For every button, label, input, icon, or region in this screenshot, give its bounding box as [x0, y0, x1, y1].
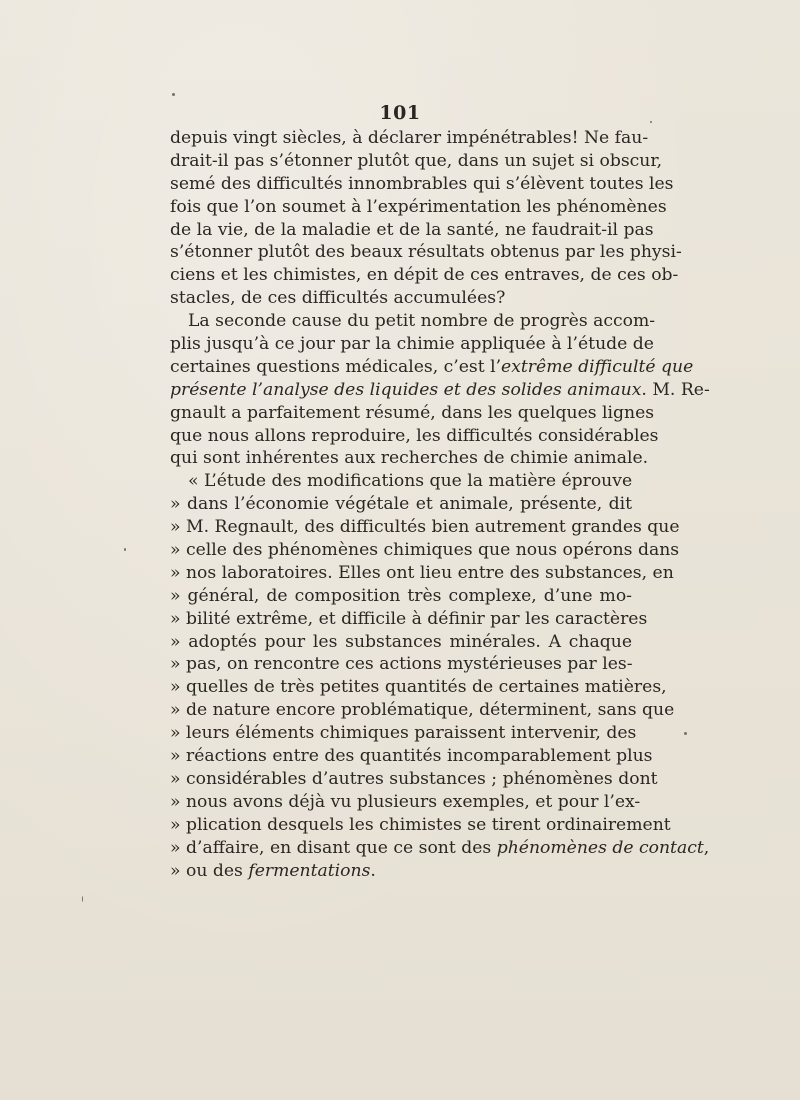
- text-line: [170, 219, 654, 242]
- text-segment: plis jusqu’à ce jour par la chimie appliquée à l’étude de: [170, 334, 654, 355]
- text-segment: drait-il pas s’étonner plutôt que, dans un sujet si obscur,: [170, 150, 663, 171]
- text-line: [170, 653, 632, 676]
- paper-speck: [684, 732, 687, 735]
- text-line: [170, 791, 641, 814]
- text-line: [170, 425, 659, 448]
- text-line: [170, 585, 632, 608]
- paper-speck: [82, 896, 83, 902]
- text-segment: certaines questions médicales, c’est l’: [170, 356, 502, 377]
- text-segment: » dans l’économie végétale et animale, présente, dit: [170, 494, 632, 515]
- text-segment: que nous allons reproduire, les difficultés considérables: [170, 425, 659, 446]
- italic-text: présente l’analyse des liquides et des solides animaux: [170, 379, 642, 400]
- text-segment: » réactions entre des quantités incomparablement plus: [170, 746, 653, 767]
- italic-text: extrême difficulté que: [501, 356, 694, 377]
- text-line: [170, 264, 679, 287]
- text-line: [170, 241, 682, 264]
- text-segment: » adoptés pour les substances minérales. A chaque: [170, 631, 632, 652]
- paper-speck: [650, 121, 652, 123]
- italic-text: phénomènes de contact: [496, 837, 704, 858]
- italic-text: fermentations: [248, 860, 371, 881]
- text-segment: semé des difficultés innombrables qui s’élèvent toutes les: [170, 173, 674, 194]
- text-line: [170, 310, 656, 333]
- text-segment: « L’étude des modifications que la matière éprouve: [188, 471, 633, 492]
- text-segment: » quelles de très petites quantités de certaines matières,: [170, 677, 667, 698]
- text-segment: » leurs éléments chimiques paraissent intervenir, des: [170, 723, 637, 744]
- text-line: [170, 676, 667, 699]
- text-segment: » général, de composition très complexe, d’une mo-: [170, 585, 632, 606]
- text-line: [170, 722, 637, 745]
- paper-speck: [124, 548, 126, 551]
- text-segment: La seconde cause du petit nombre de progrès accom-: [188, 311, 656, 332]
- text-line: [170, 287, 632, 310]
- text-line: [170, 745, 653, 768]
- text-line: [170, 539, 680, 562]
- text-segment: qui sont inhérentes aux recherches de chimie animale.: [170, 448, 649, 469]
- text-segment: s’étonner plutôt des beaux résultats obtenus par les physi-: [170, 242, 682, 263]
- text-line: [170, 837, 710, 860]
- text-line: [170, 516, 680, 539]
- text-segment: » M. Regnault, des difficultés bien autrement grandes que: [170, 517, 680, 538]
- text-segment: .: [370, 860, 376, 881]
- page-number: 101: [379, 102, 421, 124]
- text-segment: » pas, on rencontre ces actions mystérieuses par les-: [170, 654, 633, 675]
- text-segment: depuis vingt siècles, à déclarer impénétrables! Ne fau-: [170, 128, 649, 148]
- text-line: [170, 333, 654, 356]
- text-line: [170, 631, 632, 654]
- paper-speck: [172, 93, 175, 96]
- text-segment: » nos laboratoires. Elles ont lieu entre des substances, en: [170, 562, 674, 583]
- text-segment: » bilité extrême, et difficile à définir par les caractères: [170, 608, 648, 629]
- body-text: [170, 127, 710, 882]
- text-line: [170, 379, 710, 402]
- text-line: [170, 860, 632, 883]
- text-line: [170, 150, 663, 173]
- text-line: [170, 699, 675, 722]
- text-segment: » nous avons déjà vu plusieurs exemples, et pour l’ex-: [170, 791, 641, 812]
- text-segment: » ou des: [170, 860, 249, 881]
- text-line: [170, 402, 655, 425]
- text-segment: » plication desquels les chimistes se tirent ordinairement: [170, 814, 671, 835]
- text-line: [170, 814, 671, 837]
- text-line: [170, 562, 674, 585]
- text-segment: gnault a parfaitement résumé, dans les quelques lignes: [170, 402, 655, 423]
- text-segment: stacles, de ces difficultés accumulées?: [170, 288, 506, 309]
- text-segment: ,: [703, 837, 710, 858]
- text-line: [170, 608, 648, 631]
- text-line: [170, 768, 658, 791]
- text-line: [170, 470, 632, 493]
- text-segment: » de nature encore problématique, déterminent, sans que: [170, 700, 675, 721]
- text-line: [170, 493, 632, 516]
- text-line: [170, 173, 674, 196]
- text-line: [170, 447, 649, 470]
- text-line: [170, 196, 667, 219]
- text-segment: » considérables d’autres substances ; phénomènes dont: [170, 768, 658, 789]
- text-line: [170, 356, 694, 379]
- text-segment: » celle des phénomènes chimiques que nous opérons dans: [170, 540, 680, 561]
- text-segment: ciens et les chimistes, en dépit de ces entraves, de ces ob-: [170, 265, 679, 286]
- text-segment: » d’affaire, en disant que ce sont des: [170, 837, 497, 858]
- text-segment: . M. Re-: [641, 379, 710, 400]
- text-segment: fois que l’on soumet à l’expérimentation les phénomènes: [170, 196, 667, 217]
- text-line: [170, 127, 649, 150]
- text-segment: de la vie, de la maladie et de la santé, ne faudrait-il pas: [170, 219, 654, 240]
